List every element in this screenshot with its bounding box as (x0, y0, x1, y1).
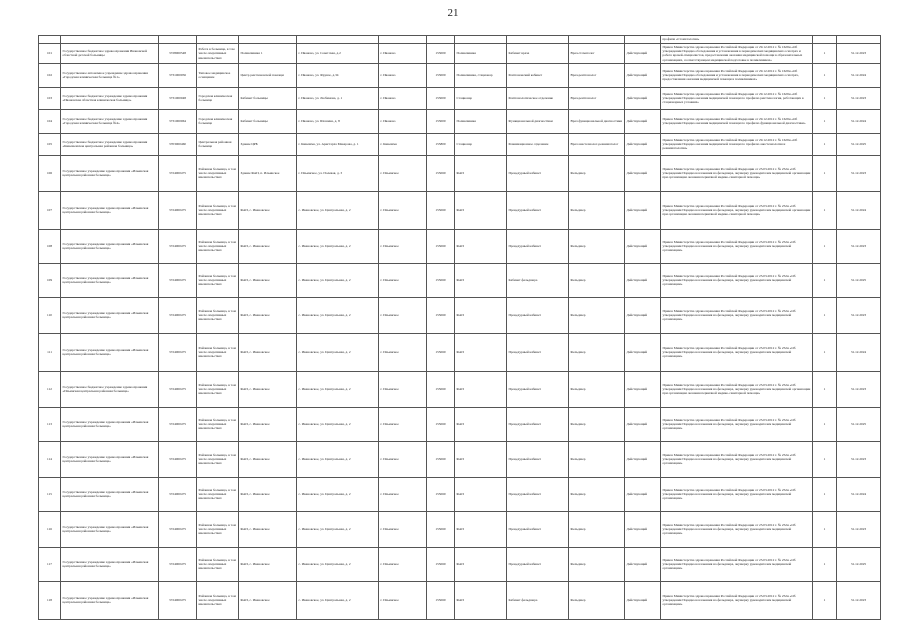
premises-cell: ФАП, с. Ивановское (239, 263, 297, 297)
status-cell: Действующий (625, 87, 661, 109)
count-cell: 1 (813, 155, 837, 191)
status-cell: Действующий (625, 297, 661, 333)
inn-cell: 3724000475 (159, 407, 197, 441)
row-number-cell: 111 (39, 333, 61, 371)
status-cell: Действующий (625, 155, 661, 191)
row-number-cell: 112 (39, 371, 61, 407)
count-cell: 1 (813, 87, 837, 109)
work-zone-cell: Районная больница, в том числе оперативных вмешательствах (197, 441, 239, 477)
date-cell: 31.12.2023 (837, 87, 881, 109)
premises-cell: ФАП, с. Ивановское (239, 407, 297, 441)
date-cell: 31.12.2024 (837, 477, 881, 511)
count-cell: 1 (813, 191, 837, 229)
profile-cell: Фельдшер (569, 333, 625, 371)
facility-type-cell: ФАП (455, 547, 507, 581)
date-cell: 31.12.2023 (837, 229, 881, 263)
inn-cell: 3724000475 (159, 581, 197, 619)
table-row (39, 407, 881, 441)
profile-cell: Фельдшер (569, 297, 625, 333)
address-cell: с. Ивановское, ул. Центральная, д. 2 (297, 407, 379, 441)
city-cell: г. Кинешма (379, 133, 427, 155)
work-zone-cell: Районная больница, в том числе оперативных вмешательствах (197, 297, 239, 333)
city-cell: г. Ильинское (379, 511, 427, 547)
premises-cell: ФАП, с. Ивановское (239, 297, 297, 333)
address-cell: г. Ильинское, ул. Полевая, д. 3 (297, 155, 379, 191)
work-zone-cell: Районная больница, в том числе оперативных вмешательствах (197, 155, 239, 191)
inn-cell: 3724000475 (159, 297, 197, 333)
organization-name-cell: Государственное учреждение здравоохранения «Ильинская центральная районная больница» (61, 477, 159, 511)
profile-cell: Фельдшер (569, 581, 625, 619)
postal-code-cell: 155060 (427, 155, 455, 191)
room-cell: Реанимационное отделение (507, 133, 569, 155)
address-cell: г. Иваново, ул. Фрунзе, д.34 (297, 63, 379, 87)
license-cell: Приказ Министерства здравоохранения Российской Федерации от 29.12.2012 г. № 1629н «Об утверждении Порядка оказания медицинской помощи по профилю рентгенология, работающих в стационарных условиях» (661, 87, 813, 109)
organization-name-cell: Государственное бюджетное учреждение здравоохранения «Городская клиническая больница №4» (61, 109, 159, 133)
inn-cell: 3724000475 (159, 511, 197, 547)
profile-cell: Фельдшер (569, 407, 625, 441)
organization-name-cell: Государственное учреждение здравоохранения «Ильинская центральная районная больница» (61, 191, 159, 229)
facility-type-cell: ФАП (455, 297, 507, 333)
date-cell: 31.12.2024 (837, 63, 881, 87)
profile-cell: Фельдшер (569, 191, 625, 229)
room-cell: Процедурный кабинет (507, 407, 569, 441)
status-cell: Действующий (625, 547, 661, 581)
inn-cell: 3724000475 (159, 229, 197, 263)
address-cell: с. Ивановское, ул. Центральная, д. 2 (297, 191, 379, 229)
room-cell: Процедурный кабинет (507, 441, 569, 477)
table-row (39, 333, 881, 371)
status-cell: Действующий (625, 263, 661, 297)
status-cell: Действующий (625, 511, 661, 547)
inn-cell: 3731000048 (159, 87, 197, 109)
premises-cell: ФАП, с. Ивановское (239, 191, 297, 229)
work-zone-cell: Районная больница, в том числе оперативных вмешательствах (197, 547, 239, 581)
count-cell: 1 (813, 407, 837, 441)
table-row (39, 191, 881, 229)
city-cell: г. Ильинское (379, 297, 427, 333)
table-row (39, 371, 881, 407)
address-cell: с. Ивановское, ул. Центральная, д. 2 (297, 297, 379, 333)
row-number-cell: 105 (39, 133, 61, 155)
license-cell: Приказ Министерства здравоохранения Российской Федерации от 23.03.2012 г. № 252н «Об утверждении Порядка возложения на фельдшера, акушерку руководителем медицинской организации» (661, 229, 813, 263)
table-row (39, 229, 881, 263)
work-zone-cell: Центральная районная больница (197, 133, 239, 155)
license-cell: Приказ Министерства здравоохранения Российской Федерации от 23.03.2012 г. № 252н «Об утверждении Порядка возложения на фельдшера, акушерку руководителем медицинской организации» (661, 263, 813, 297)
status-cell: Действующий (625, 44, 661, 64)
status-cell: Действующий (625, 333, 661, 371)
date-cell: 31.12.2023 (837, 511, 881, 547)
facility-type-cell: ФАП (455, 333, 507, 371)
facility-type-cell: ФАП (455, 371, 507, 407)
page-number: 21 (447, 7, 459, 19)
count-cell: 1 (813, 44, 837, 64)
status-cell: Действующий (625, 63, 661, 87)
count-cell: 1 (813, 477, 837, 511)
profile-cell: Врач-рентгенолог (569, 87, 625, 109)
premises-cell: ФАП, с. Ивановское (239, 547, 297, 581)
address-cell: с. Ивановское, ул. Центральная, д. 2 (297, 511, 379, 547)
inn-cell: 3731000064 (159, 109, 197, 133)
profile-cell: Врач-рентгенолог (569, 63, 625, 87)
table-row (39, 44, 881, 64)
address-cell: с. Ивановское, ул. Центральная, д. 2 (297, 477, 379, 511)
license-cell: Приказ Министерства здравоохранения Российской Федерации от 23.03.2012 г. № 252н «Об утверждении Порядка возложения на фельдшера, акушерку руководителем медицинской организации» (661, 547, 813, 581)
work-zone-cell: Районная больница, в том числе оперативных вмешательствах (197, 263, 239, 297)
table-row (39, 63, 881, 87)
status-cell: Действующий (625, 229, 661, 263)
inn-cell: 3724000475 (159, 263, 197, 297)
work-zone-cell: Районная больница, в том числе оперативных вмешательствах (197, 407, 239, 441)
license-cell: Приказ Министерства здравоохранения Российской Федерации от 23.03.2012 г. № 252н «Об утверждении Порядка возложения на фельдшера, акушерку руководителем медицинской организации» (661, 333, 813, 371)
organization-name-cell: Государственное учреждение здравоохранения «Ильинская центральная районная больница» (61, 547, 159, 581)
profile-cell: Фельдшер (569, 511, 625, 547)
room-cell: Процедурный кабинет (507, 547, 569, 581)
organization-name-cell: Государственное учреждение здравоохранения «Ильинская центральная районная больница» (61, 407, 159, 441)
inn-cell: 3724000475 (159, 477, 197, 511)
address-cell: г. Иваново, ул. Любимова, д. 1 (297, 87, 379, 109)
count-cell: 1 (813, 511, 837, 547)
postal-code-cell: 155060 (427, 511, 455, 547)
count-cell: 1 (813, 441, 837, 477)
address-cell: с. Ивановское, ул. Центральная, д. 2 (297, 229, 379, 263)
organization-name-cell: Государственное учреждение здравоохранения «Ильинская центральная районная больница» (61, 333, 159, 371)
inn-cell: 3724000475 (159, 333, 197, 371)
work-zone-cell: Городская клиническая больница (197, 109, 239, 133)
license-cell: Приказ Министерства здравоохранения Российской Федерации от 29.12.2012 г. № 1629н «Об утверждении Порядка оказания медицинской помощи по профилю функциональной диагностики» (661, 109, 813, 133)
organization-name-cell: Государственное учреждение здравоохранения «Ильинская центральная районная больница» (61, 511, 159, 547)
facility-type-cell: ФАП (455, 155, 507, 191)
room-cell: Кабинет врача (507, 44, 569, 64)
work-zone-cell: Типовое медицинское оснащение (197, 63, 239, 87)
table-row (39, 109, 881, 133)
license-cell: Приказ Министерства здравоохранения Российской Федерации от 29.12.2012 г. № 1629н «Об утверждении Порядка обследования и установления в периодических медицинских осмотрах, предоставления оказания медицинской помощи в поликлиниках» (661, 63, 813, 87)
work-zone-cell: Районная больница, в том числе оперативных вмешательствах (197, 477, 239, 511)
inn-cell: 3703000460 (159, 133, 197, 155)
date-cell: 31.12.2025 (837, 133, 881, 155)
license-cell: Приказ Министерства здравоохранения Российской Федерации от 23.03.2012 г. № 252н «Об утверждении Порядка возложения на фельдшера, акушерку руководителем медицинской организации при организации оказания первичной медико-санитарной помощи» (661, 155, 813, 191)
premises-cell: ФАП, с. Ивановское (239, 333, 297, 371)
license-cell: профиля «Стоматология» (661, 36, 813, 44)
row-number-cell: 102 (39, 63, 61, 87)
status-cell: Действующий (625, 441, 661, 477)
organization-name-cell: Государственное бюджетное учреждение здравоохранения «Кинешемская центральная районная больница» (61, 133, 159, 155)
status-cell: Действующий (625, 109, 661, 133)
row-number-cell: 118 (39, 581, 61, 619)
table-row (39, 87, 881, 109)
row-number-cell: 113 (39, 407, 61, 441)
room-cell: Процедурный кабинет (507, 229, 569, 263)
license-cell: Приказ Министерства здравоохранения Российской Федерации от 23.03.2012 г. № 252н «Об утверждении Порядка возложения на фельдшера, акушерку руководителем медицинской организации» (661, 511, 813, 547)
organization-name-cell: Государственное бюджетное здравоохранения Ивановской областной детской больницы (61, 44, 159, 64)
city-cell: г. Ильинское (379, 407, 427, 441)
row-number-cell: 104 (39, 109, 61, 133)
organization-name-cell: Государственное бюджетное учреждение здравоохранения «Ильинская центральная районная больница» (61, 371, 159, 407)
room-cell: Рентгенологическое отделение (507, 87, 569, 109)
profile-cell: Фельдшер (569, 263, 625, 297)
room-cell: Процедурный кабинет (507, 191, 569, 229)
address-cell: г. Иваново, ул. Советская, д.2 (297, 44, 379, 64)
address-cell: с. Ивановское, ул. Центральная, д. 2 (297, 263, 379, 297)
date-cell: 31.12.2023 (837, 441, 881, 477)
profile-cell: Врач-стоматолог (569, 44, 625, 64)
organization-name-cell: Государственное учреждение здравоохранения «Ильинская центральная районная больница» (61, 229, 159, 263)
premises-cell: Поликлиника 1 (239, 44, 297, 64)
row-number-cell: 116 (39, 511, 61, 547)
postal-code-cell: 155060 (427, 581, 455, 619)
work-zone-cell: Городская клиническая больница (197, 87, 239, 109)
address-cell: с. Ивановское, ул. Центральная, д. 2 (297, 441, 379, 477)
inn-cell: 3731000056 (159, 63, 197, 87)
table-row (39, 511, 881, 547)
postal-code-cell: 155060 (427, 477, 455, 511)
table-row (39, 263, 881, 297)
facility-type-cell: ФАП (455, 191, 507, 229)
facility-type-cell: Стационар (455, 87, 507, 109)
profile-cell: Фельдшер (569, 229, 625, 263)
inn-cell: 3724000475 (159, 441, 197, 477)
facility-type-cell: ФАП (455, 477, 507, 511)
city-cell: г. Иваново (379, 109, 427, 133)
city-cell: г. Ильинское (379, 441, 427, 477)
facility-type-cell: ФАП (455, 441, 507, 477)
status-cell: Действующий (625, 581, 661, 619)
postal-code-cell: 155060 (427, 441, 455, 477)
license-cell: Приказ Министерства здравоохранения Российской Федерации от 23.03.2012 г. № 252н «Об утверждении Порядка возложения на фельдшера, акушерку руководителем медицинской организации при организации оказания первичной медико-санитарной помощи» (661, 191, 813, 229)
status-cell: Действующий (625, 371, 661, 407)
table-row-continued (39, 36, 881, 44)
date-cell: 31.12.2024 (837, 109, 881, 133)
profile-cell: Фельдшер (569, 155, 625, 191)
license-cell: Приказ Министерства здравоохранения Российской Федерации от 29.12.2012 г. № 1629н «Об утверждении Порядка оказания медицинской помощи по профилю анестезиология и реаниматология» (661, 133, 813, 155)
postal-code-cell: 155060 (427, 263, 455, 297)
postal-code-cell: 153000 (427, 109, 455, 133)
organization-name-cell: Государственное учреждение здравоохранения «Ильинская центральная районная больница» (61, 155, 159, 191)
license-cell: Приказ Министерства здравоохранения Российской Федерации от 23.03.2012 г. № 252н «Об утверждении Порядка возложения на фельдшера, акушерку руководителем медицинской организации» (661, 441, 813, 477)
date-cell: 31.12.2023 (837, 155, 881, 191)
city-cell: г. Ильинское (379, 263, 427, 297)
count-cell: 1 (813, 333, 837, 371)
organization-name-cell: Государственное учреждение здравоохранения «Ильинская центральная районная больница» (61, 441, 159, 477)
postal-code-cell: 155060 (427, 333, 455, 371)
facility-type-cell: ФАП (455, 263, 507, 297)
address-cell: с. Ивановское, ул. Центральная, д. 2 (297, 371, 379, 407)
room-cell: Процедурный кабинет (507, 155, 569, 191)
count-cell: 1 (813, 229, 837, 263)
postal-code-cell: 153000 (427, 63, 455, 87)
city-cell: г. Иваново (379, 87, 427, 109)
postal-code-cell: 155060 (427, 191, 455, 229)
row-number-cell: 106 (39, 155, 61, 191)
city-cell: г. Ильинское (379, 477, 427, 511)
count-cell: 1 (813, 371, 837, 407)
room-cell: Процедурный кабинет (507, 297, 569, 333)
premises-cell: Здание ФАП, п. Ильинское (239, 155, 297, 191)
date-cell: 31.12.2023 (837, 297, 881, 333)
count-cell: 1 (813, 109, 837, 133)
postal-code-cell: 155060 (427, 407, 455, 441)
count-cell: 1 (813, 297, 837, 333)
city-cell: г. Иваново (379, 63, 427, 87)
row-number-cell: 103 (39, 87, 61, 109)
premises-cell: Кабинет больницы (239, 109, 297, 133)
postal-code-cell: 155060 (427, 547, 455, 581)
organization-name-cell: Государственное автономное учреждение здравоохранения «Городская клиническая больница №1» (61, 63, 159, 87)
inn-cell: 3724000475 (159, 191, 197, 229)
license-cell: Приказ Министерства здравоохранения Российской Федерации от 23.03.2012 г. № 252н «Об утверждении Порядка возложения на фельдшера, акушерку руководителем медицинской организации при организации оказания первичной медико-санитарной помощи» (661, 371, 813, 407)
premises-cell: ФАП, с. Ивановское (239, 581, 297, 619)
premises-cell: Здание ЦРБ (239, 133, 297, 155)
city-cell: г. Ильинское (379, 547, 427, 581)
postal-code-cell: 153000 (427, 87, 455, 109)
profile-cell: Фельдшер (569, 477, 625, 511)
city-cell: г. Ильинское (379, 371, 427, 407)
room-cell: Процедурный кабинет (507, 477, 569, 511)
table-row (39, 581, 881, 619)
city-cell: г. Ильинское (379, 191, 427, 229)
postal-code-cell: 155060 (427, 229, 455, 263)
address-cell: с. Ивановское, ул. Центральная, д. 2 (297, 581, 379, 619)
table-row (39, 441, 881, 477)
date-cell: 31.12.2023 (837, 581, 881, 619)
organization-name-cell: Государственное учреждение здравоохранения «Ильинская центральная районная больница» (61, 581, 159, 619)
status-cell: Действующий (625, 477, 661, 511)
work-zone-cell: Районная больница, в том числе оперативных вмешательствах (197, 371, 239, 407)
facility-type-cell: Поликлиника (455, 44, 507, 64)
license-cell: Приказ Министерства здравоохранения Российской Федерации от 23.03.2012 г. № 252н «Об утверждении Порядка возложения на фельдшера, акушерку руководителем медицинской организации» (661, 477, 813, 511)
facility-type-cell: ФАП (455, 407, 507, 441)
organization-name-cell: Государственное учреждение здравоохранения «Ильинская центральная районная больница» (61, 263, 159, 297)
premises-cell: ФАП, с. Ивановское (239, 441, 297, 477)
count-cell: 1 (813, 547, 837, 581)
profile-cell: Фельдшер (569, 441, 625, 477)
count-cell: 1 (813, 263, 837, 297)
count-cell: 1 (813, 63, 837, 87)
room-cell: Кабинет фельдшера (507, 581, 569, 619)
room-cell: Процедурный кабинет (507, 333, 569, 371)
facility-type-cell: Поликлиника (455, 109, 507, 133)
row-number-cell: 114 (39, 441, 61, 477)
date-cell: 31.12.2025 (837, 547, 881, 581)
inn-cell: 3724000475 (159, 155, 197, 191)
table-row (39, 547, 881, 581)
inn-cell: 3724000475 (159, 547, 197, 581)
row-number-cell: 115 (39, 477, 61, 511)
city-cell: г. Ильинское (379, 333, 427, 371)
table-row (39, 297, 881, 333)
profile-cell: Врач функциональной диагностики (569, 109, 625, 133)
license-cell: Приказ Министерства здравоохранения Российской Федерации от 29.12.2012 г. № 1629н «Об утверждении Порядка обследования и установления в периодических медицинских осмотрах и работе врачей-специалистов, предоставления оказания медицинской помощи в образовательных организациях, соответствующем медицинской подготовке в поликлиниках» (661, 44, 813, 64)
table-row (39, 477, 881, 511)
premises-cell: ФАП, с. Ивановское (239, 371, 297, 407)
room-cell: Функциональной диагностики (507, 109, 569, 133)
address-cell: с. Ивановское, ул. Центральная, д. 2 (297, 333, 379, 371)
date-cell: 31.12.2024 (837, 191, 881, 229)
work-zone-cell: Районная больница, в том числе оперативных вмешательствах (197, 581, 239, 619)
records-table (38, 35, 881, 620)
profile-cell: Врач анестезиолог-реаниматолог (569, 133, 625, 155)
address-cell: с. Ивановское, ул. Центральная, д. 2 (297, 547, 379, 581)
count-cell: 1 (813, 581, 837, 619)
room-cell: Процедурный кабинет (507, 511, 569, 547)
address-cell: г. Иваново, ул. Шошина, д. 8 (297, 109, 379, 133)
room-cell: Кабинет фельдшера (507, 263, 569, 297)
date-cell: 31.12.2023 (837, 371, 881, 407)
work-zone-cell: Работа в больнице, в том числе оперативных вмешательствах (197, 44, 239, 64)
date-cell: 31.12.2023 (837, 44, 881, 64)
address-cell: г. Кинешма, ул. Аристарха Макарова, д. 1 (297, 133, 379, 155)
date-cell: 31.12.2024 (837, 333, 881, 371)
row-number-cell: 117 (39, 547, 61, 581)
facility-type-cell: ФАП (455, 511, 507, 547)
work-zone-cell: Районная больница, в том числе оперативных вмешательствах (197, 191, 239, 229)
premises-cell: Кабинет больницы (239, 87, 297, 109)
premises-cell: ФАП, с. Ивановское (239, 511, 297, 547)
status-cell: Действующий (625, 133, 661, 155)
premises-cell: Центр рентгеновской помощи (239, 63, 297, 87)
city-cell: г. Ильинское (379, 155, 427, 191)
facility-type-cell: ФАП (455, 229, 507, 263)
premises-cell: ФАП, с. Ивановское (239, 477, 297, 511)
postal-code-cell: 155800 (427, 133, 455, 155)
city-cell: г. Ильинское (379, 581, 427, 619)
inn-cell: 3724000475 (159, 371, 197, 407)
table-row (39, 155, 881, 191)
row-number-cell: 109 (39, 263, 61, 297)
table-row (39, 133, 881, 155)
organization-name-cell: Государственное бюджетное учреждение здравоохранения «Ивановская областная клиническая больница» (61, 87, 159, 109)
inn-cell: 3728000548 (159, 44, 197, 64)
count-cell: 1 (813, 133, 837, 155)
work-zone-cell: Районная больница, в том числе оперативных вмешательствах (197, 229, 239, 263)
facility-type-cell: Поликлиника, стационар (455, 63, 507, 87)
records-body (39, 36, 881, 620)
postal-code-cell: 153000 (427, 44, 455, 64)
postal-code-cell: 155060 (427, 297, 455, 333)
row-number-cell: 110 (39, 297, 61, 333)
room-cell: Рентгеновский кабинет (507, 63, 569, 87)
license-cell: Приказ Министерства здравоохранения Российской Федерации от 23.03.2012 г. № 252н «Об утверждении Порядка возложения на фельдшера, акушерку руководителем медицинской организации» (661, 297, 813, 333)
profile-cell: Фельдшер (569, 371, 625, 407)
work-zone-cell: Районная больница, в том числе оперативных вмешательствах (197, 333, 239, 371)
facility-type-cell: ФАП (455, 581, 507, 619)
postal-code-cell: 155060 (427, 371, 455, 407)
date-cell: 31.12.2025 (837, 263, 881, 297)
city-cell: г. Ильинское (379, 229, 427, 263)
license-cell: Приказ Министерства здравоохранения Российской Федерации от 23.03.2012 г. № 252н «Об утверждении Порядка возложения на фельдшера, акушерку руководителем медицинской организации» (661, 581, 813, 619)
status-cell: Действующий (625, 407, 661, 441)
room-cell: Процедурный кабинет (507, 371, 569, 407)
row-number-cell: 101 (39, 44, 61, 64)
status-cell: Действующий (625, 191, 661, 229)
row-number-cell: 108 (39, 229, 61, 263)
work-zone-cell: Районная больница, в том числе оперативных вмешательствах (197, 511, 239, 547)
organization-name-cell: Государственное учреждение здравоохранения «Ильинская центральная районная больница» (61, 297, 159, 333)
profile-cell: Фельдшер (569, 547, 625, 581)
row-number-cell: 107 (39, 191, 61, 229)
license-cell: Приказ Министерства здравоохранения Российской Федерации от 23.03.2012 г. № 252н «Об утверждении Порядка возложения на фельдшера, акушерку руководителем медицинской организации» (661, 407, 813, 441)
date-cell: 31.12.2025 (837, 407, 881, 441)
facility-type-cell: Стационар (455, 133, 507, 155)
city-cell: г. Иваново (379, 44, 427, 64)
premises-cell: ФАП, с. Ивановское (239, 229, 297, 263)
